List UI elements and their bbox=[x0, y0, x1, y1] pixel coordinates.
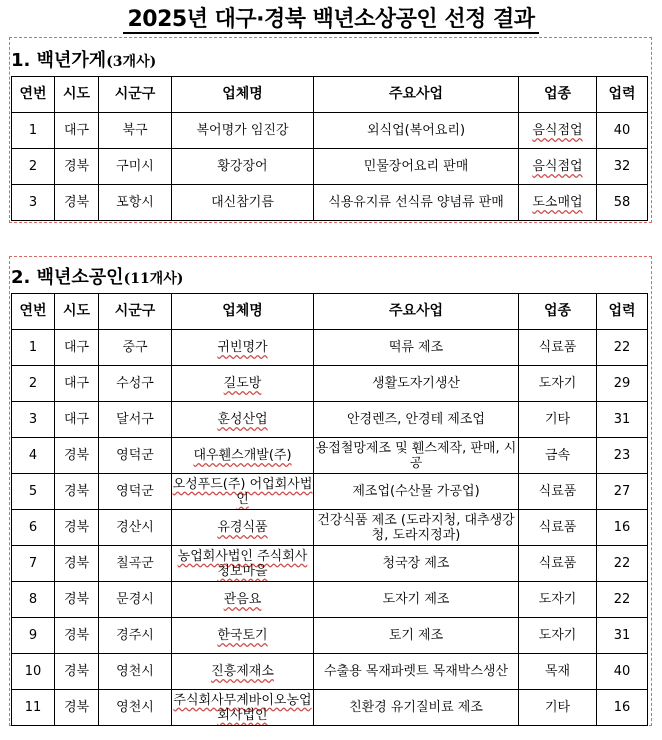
cell-main-business bbox=[314, 510, 519, 546]
cell-sigungu bbox=[99, 438, 172, 474]
cell-years bbox=[597, 330, 648, 366]
cell-no bbox=[12, 330, 55, 366]
cell-sido bbox=[55, 546, 99, 582]
cell-sido bbox=[55, 185, 99, 221]
cell-industry bbox=[519, 654, 597, 690]
cell-years-text: 58 bbox=[613, 195, 631, 210]
cell-sido bbox=[55, 330, 99, 366]
cell-sido-text: 대구 bbox=[63, 123, 90, 138]
cell-years-text: 23 bbox=[613, 448, 631, 463]
cell-no-text: 2 bbox=[28, 376, 38, 391]
cell-years-text: 16 bbox=[613, 700, 631, 715]
column-header-type: 업종 bbox=[519, 77, 597, 113]
cell-company-name bbox=[172, 149, 314, 185]
cell-main-business bbox=[314, 474, 519, 510]
cell-years bbox=[597, 366, 648, 402]
page-title: 2025년 대구·경북 백년소상공인 선정 결과 bbox=[0, 2, 662, 33]
cell-company-name bbox=[172, 438, 314, 474]
cell-no bbox=[12, 510, 55, 546]
table-row bbox=[12, 149, 648, 185]
cell-sigungu-text: 수성구 bbox=[116, 376, 154, 391]
cell-sigungu-text: 구미시 bbox=[116, 159, 154, 174]
cell-main-business-text: 외식업(복어요리) bbox=[366, 123, 466, 138]
cell-sido-text: 경북 bbox=[63, 556, 90, 571]
cell-company-name-text: 농업회사법인 주식회사 청보마을 bbox=[177, 548, 308, 579]
column-header-business: 주요사업 bbox=[314, 77, 519, 113]
table-row bbox=[12, 510, 648, 546]
cell-sido bbox=[55, 402, 99, 438]
cell-company-name-text: 훈성산업 bbox=[217, 412, 268, 427]
cell-company-name-text: 관음요 bbox=[223, 592, 262, 607]
cell-company-name-text: 대우휀스개발(주) bbox=[193, 448, 292, 463]
cell-industry bbox=[519, 402, 597, 438]
table-header-row bbox=[12, 77, 648, 113]
cell-main-business-text: 토기 제조 bbox=[388, 628, 444, 643]
table-row bbox=[12, 185, 648, 221]
column-header-sigungu: 시군구 bbox=[99, 77, 172, 113]
cell-main-business-text: 청국장 제조 bbox=[382, 556, 450, 571]
cell-main-business-text: 식용유지류 선식류 양념류 판매 bbox=[328, 195, 504, 210]
cell-main-business-text: 건강식품 제조 (도라지청, 대추생강청, 도라지정과) bbox=[317, 512, 515, 543]
cell-industry-text: 기타 bbox=[544, 412, 571, 427]
cell-main-business bbox=[314, 546, 519, 582]
cell-no bbox=[12, 438, 55, 474]
cell-industry bbox=[519, 438, 597, 474]
cell-industry bbox=[519, 546, 597, 582]
cell-main-business bbox=[314, 185, 519, 221]
cell-sigungu-text: 영덕군 bbox=[116, 448, 154, 463]
cell-sigungu bbox=[99, 330, 172, 366]
cell-main-business-text: 수출용 목재파렛트 목재박스생산 bbox=[323, 664, 509, 679]
cell-sigungu-text: 포항시 bbox=[116, 195, 154, 210]
cell-no-text: 4 bbox=[28, 448, 38, 463]
section-2-title: 2. 백년소공인(11개사) bbox=[11, 267, 184, 288]
cell-industry bbox=[519, 185, 597, 221]
cell-years-text: 22 bbox=[613, 592, 631, 607]
cell-years bbox=[597, 438, 648, 474]
cell-sido-text: 대구 bbox=[63, 376, 90, 391]
cell-industry-text: 기타 bbox=[544, 700, 571, 715]
cell-industry-text: 도자기 bbox=[538, 592, 577, 607]
column-header-business: 주요사업 bbox=[314, 294, 519, 330]
cell-company-name-text: 대신참기름 bbox=[211, 195, 274, 210]
cell-company-name-text: 황강장어 bbox=[217, 159, 268, 174]
cell-years-text: 22 bbox=[613, 556, 631, 571]
cell-main-business bbox=[314, 149, 519, 185]
cell-sigungu-text: 칠곡군 bbox=[116, 556, 154, 571]
cell-no-text: 7 bbox=[28, 556, 38, 571]
cell-sigungu bbox=[99, 654, 172, 690]
cell-no-text: 3 bbox=[28, 195, 38, 210]
cell-main-business bbox=[314, 330, 519, 366]
cell-industry bbox=[519, 366, 597, 402]
cell-years bbox=[597, 690, 648, 726]
cell-sido-text: 대구 bbox=[63, 340, 90, 355]
cell-sigungu bbox=[99, 690, 172, 726]
cell-years-text: 31 bbox=[613, 412, 631, 427]
cell-years bbox=[597, 474, 648, 510]
cell-years-text: 29 bbox=[613, 376, 631, 391]
table-row bbox=[12, 582, 648, 618]
cell-sido bbox=[55, 113, 99, 149]
cell-sido-text: 경북 bbox=[63, 520, 90, 535]
column-header-sido: 시도 bbox=[55, 77, 99, 113]
cell-sido bbox=[55, 474, 99, 510]
cell-years-text: 16 bbox=[613, 520, 631, 535]
cell-years-text: 32 bbox=[613, 159, 631, 174]
cell-no-text: 9 bbox=[28, 628, 38, 643]
column-header-years: 업력 bbox=[597, 77, 648, 113]
cell-no bbox=[12, 149, 55, 185]
cell-industry bbox=[519, 113, 597, 149]
cell-sido-text: 경북 bbox=[63, 195, 90, 210]
cell-industry-text: 도자기 bbox=[538, 628, 577, 643]
cell-sigungu-text: 영천시 bbox=[116, 700, 154, 715]
cell-sido-text: 경북 bbox=[63, 700, 90, 715]
cell-industry bbox=[519, 149, 597, 185]
table-row bbox=[12, 474, 648, 510]
cell-sigungu-text: 문경시 bbox=[116, 592, 154, 607]
cell-years bbox=[597, 546, 648, 582]
cell-company-name bbox=[172, 690, 314, 726]
cell-sigungu bbox=[99, 402, 172, 438]
cell-sido bbox=[55, 618, 99, 654]
cell-sido bbox=[55, 582, 99, 618]
cell-company-name-text: 주식회사무계바이오농업회사법인 bbox=[173, 692, 312, 723]
cell-main-business-text: 떡류 제조 bbox=[388, 340, 444, 355]
table-header-row bbox=[12, 294, 648, 330]
column-header-sigungu: 시군구 bbox=[99, 294, 172, 330]
table-row bbox=[12, 402, 648, 438]
cell-sigungu-text: 경산시 bbox=[116, 520, 154, 535]
table-row bbox=[12, 546, 648, 582]
cell-no bbox=[12, 474, 55, 510]
cell-company-name-text: 진흥제재소 bbox=[211, 664, 274, 679]
cell-industry-text: 도자기 bbox=[538, 376, 577, 391]
cell-company-name bbox=[172, 510, 314, 546]
cell-no-text: 8 bbox=[28, 592, 38, 607]
cell-main-business-text: 안경렌즈, 안경테 제조업 bbox=[347, 412, 485, 427]
cell-years-text: 40 bbox=[613, 123, 631, 138]
cell-sigungu bbox=[99, 185, 172, 221]
section-1-title: 1. 백년가게(3개사) bbox=[11, 50, 157, 71]
cell-no-text: 10 bbox=[24, 664, 42, 679]
cell-sigungu bbox=[99, 510, 172, 546]
cell-main-business bbox=[314, 690, 519, 726]
cell-main-business bbox=[314, 113, 519, 149]
cell-company-name bbox=[172, 474, 314, 510]
cell-sigungu-text: 중구 bbox=[122, 340, 148, 355]
table-hundred-year-stores bbox=[11, 76, 648, 221]
cell-industry-text: 식료품 bbox=[538, 520, 577, 535]
cell-main-business bbox=[314, 402, 519, 438]
cell-years bbox=[597, 654, 648, 690]
cell-sido bbox=[55, 654, 99, 690]
cell-company-name-text: 귀빈명가 bbox=[217, 340, 268, 355]
cell-industry bbox=[519, 510, 597, 546]
cell-sigungu bbox=[99, 113, 172, 149]
cell-main-business-text: 민물장어요리 판매 bbox=[363, 159, 469, 174]
cell-no-text: 1 bbox=[28, 340, 38, 355]
cell-industry-text: 목재 bbox=[544, 664, 571, 679]
table-row bbox=[12, 654, 648, 690]
cell-years bbox=[597, 402, 648, 438]
cell-sigungu-text: 경주시 bbox=[116, 628, 154, 643]
cell-main-business bbox=[314, 582, 519, 618]
cell-main-business-text: 생활도자기생산 bbox=[372, 376, 460, 391]
cell-years bbox=[597, 149, 648, 185]
cell-no bbox=[12, 185, 55, 221]
cell-industry bbox=[519, 618, 597, 654]
cell-company-name-text: 유경식품 bbox=[217, 520, 268, 535]
cell-no bbox=[12, 654, 55, 690]
cell-sido bbox=[55, 149, 99, 185]
table-row bbox=[12, 618, 648, 654]
cell-no bbox=[12, 690, 55, 726]
cell-no bbox=[12, 402, 55, 438]
cell-no-text: 6 bbox=[28, 520, 38, 535]
cell-industry-text: 도소매업 bbox=[532, 195, 583, 210]
cell-main-business-text: 용접철망제조 및 휀스제작, 판매, 시공 bbox=[315, 440, 517, 471]
cell-main-business-text: 제조업(수산물 가공업) bbox=[352, 484, 480, 499]
table-row bbox=[12, 113, 648, 149]
cell-sido-text: 경북 bbox=[63, 159, 90, 174]
column-header-years: 업력 bbox=[597, 294, 648, 330]
cell-years-text: 31 bbox=[613, 628, 631, 643]
cell-sigungu-text: 달서구 bbox=[116, 412, 154, 427]
cell-company-name bbox=[172, 330, 314, 366]
cell-no bbox=[12, 618, 55, 654]
cell-main-business bbox=[314, 618, 519, 654]
cell-industry bbox=[519, 690, 597, 726]
cell-sido-text: 경북 bbox=[63, 628, 90, 643]
cell-sido bbox=[55, 510, 99, 546]
cell-company-name bbox=[172, 546, 314, 582]
cell-industry bbox=[519, 582, 597, 618]
cell-sigungu-text: 영덕군 bbox=[116, 484, 154, 499]
cell-company-name bbox=[172, 366, 314, 402]
cell-years bbox=[597, 510, 648, 546]
cell-sigungu bbox=[99, 582, 172, 618]
cell-no-text: 2 bbox=[28, 159, 38, 174]
column-header-name: 업체명 bbox=[172, 77, 314, 113]
cell-industry bbox=[519, 474, 597, 510]
cell-company-name bbox=[172, 185, 314, 221]
cell-sigungu bbox=[99, 149, 172, 185]
cell-no-text: 1 bbox=[28, 123, 38, 138]
table-hundred-year-craftsmen bbox=[11, 293, 648, 726]
cell-sido-text: 경북 bbox=[63, 484, 90, 499]
cell-sido bbox=[55, 438, 99, 474]
cell-years-text: 27 bbox=[613, 484, 631, 499]
cell-no-text: 3 bbox=[28, 412, 38, 427]
cell-industry-text: 식료품 bbox=[538, 340, 577, 355]
cell-company-name-text: 복어명가 임진강 bbox=[196, 123, 289, 138]
cell-no bbox=[12, 366, 55, 402]
cell-years bbox=[597, 113, 648, 149]
cell-sigungu bbox=[99, 474, 172, 510]
cell-main-business bbox=[314, 366, 519, 402]
table-row bbox=[12, 690, 648, 726]
cell-main-business bbox=[314, 438, 519, 474]
cell-company-name bbox=[172, 402, 314, 438]
cell-industry-text: 음식점업 bbox=[532, 159, 583, 174]
table-row bbox=[12, 366, 648, 402]
table-row bbox=[12, 438, 648, 474]
cell-company-name bbox=[172, 582, 314, 618]
cell-sido-text: 경북 bbox=[63, 664, 90, 679]
cell-main-business-text: 친환경 유기질비료 제조 bbox=[349, 700, 483, 715]
cell-company-name-text: 길도방 bbox=[223, 376, 262, 391]
cell-company-name-text: 한국토기 bbox=[217, 628, 268, 643]
cell-sido-text: 경북 bbox=[63, 448, 90, 463]
cell-sido-text: 대구 bbox=[63, 412, 90, 427]
cell-years bbox=[597, 618, 648, 654]
cell-no-text: 5 bbox=[28, 484, 38, 499]
cell-main-business bbox=[314, 654, 519, 690]
cell-company-name-text: 오성푸드(주) 어업회사법인 bbox=[172, 476, 313, 507]
cell-sido bbox=[55, 366, 99, 402]
cell-company-name bbox=[172, 618, 314, 654]
cell-years-text: 22 bbox=[613, 340, 631, 355]
cell-no bbox=[12, 546, 55, 582]
cell-sigungu-text: 북구 bbox=[122, 123, 148, 138]
cell-sigungu bbox=[99, 366, 172, 402]
cell-sigungu bbox=[99, 618, 172, 654]
cell-no-text: 11 bbox=[24, 700, 42, 715]
cell-industry bbox=[519, 330, 597, 366]
cell-sigungu bbox=[99, 546, 172, 582]
cell-years bbox=[597, 185, 648, 221]
cell-industry-text: 식료품 bbox=[538, 484, 577, 499]
cell-no bbox=[12, 113, 55, 149]
section-2-count: (11개사) bbox=[123, 271, 184, 287]
column-header-no: 연번 bbox=[12, 294, 55, 330]
cell-sido bbox=[55, 690, 99, 726]
column-header-name: 업체명 bbox=[172, 294, 314, 330]
cell-company-name bbox=[172, 113, 314, 149]
cell-industry-text: 음식점업 bbox=[532, 123, 583, 138]
cell-sigungu-text: 영천시 bbox=[116, 664, 154, 679]
section-1-count: (3개사) bbox=[106, 54, 157, 70]
column-header-type: 업종 bbox=[519, 294, 597, 330]
cell-industry-text: 식료품 bbox=[538, 556, 577, 571]
column-header-no: 연번 bbox=[12, 77, 55, 113]
cell-years-text: 40 bbox=[613, 664, 631, 679]
cell-no bbox=[12, 582, 55, 618]
cell-company-name bbox=[172, 654, 314, 690]
column-header-sido: 시도 bbox=[55, 294, 99, 330]
table-row bbox=[12, 330, 648, 366]
cell-years bbox=[597, 582, 648, 618]
cell-industry-text: 금속 bbox=[544, 448, 571, 463]
cell-sido-text: 경북 bbox=[63, 592, 90, 607]
cell-main-business-text: 도자기 제조 bbox=[382, 592, 450, 607]
